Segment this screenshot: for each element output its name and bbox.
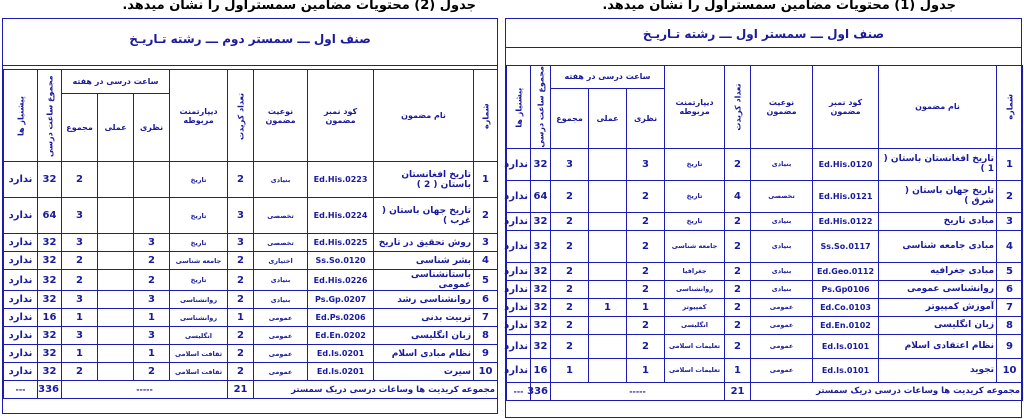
- table-2: [3, 69, 498, 399]
- footer-dash: -----: [551, 382, 725, 400]
- cell-theory: 1: [134, 345, 170, 363]
- table-row: [507, 230, 1023, 262]
- table-1-caption: جدول (1) محتویات مضامین سمستراول را نشان میدهد.: [602, 0, 956, 13]
- header-prereq: پیشنیاز ها: [4, 70, 38, 162]
- cell-credit: 2: [725, 316, 751, 334]
- header-total: مجموع: [62, 94, 98, 162]
- cell-prereq: ندارد: [4, 345, 38, 363]
- cell-no: 10: [997, 358, 1023, 382]
- cell-type: عمومی: [751, 334, 813, 358]
- cell-prereq: ندارد: [4, 309, 38, 327]
- cell-type: بنیادی: [751, 280, 813, 298]
- cell-dept: تاریخ: [170, 198, 228, 234]
- cell-code: Ps.Gp0106: [813, 280, 879, 298]
- cell-total: 3: [62, 327, 98, 345]
- cell-total: 2: [551, 280, 589, 298]
- cell-type: بنیادی: [751, 230, 813, 262]
- cell-type: عمومی: [254, 327, 308, 345]
- cell-practical: [589, 316, 627, 334]
- cell-theory: 1: [627, 298, 665, 316]
- cell-name: مبادی جامعه شناسی: [879, 230, 997, 262]
- cell-code: Ed.Is.0201: [308, 363, 374, 381]
- table-row: [507, 280, 1023, 298]
- cell-no: 6: [997, 280, 1023, 298]
- cell-type: بنیادی: [254, 270, 308, 291]
- cell-type: تخصصی: [751, 180, 813, 212]
- cell-theory: 2: [627, 280, 665, 298]
- cell-credit: 2: [725, 280, 751, 298]
- cell-name: مبادی جغرافیه: [879, 262, 997, 280]
- footer-prereq: ---: [4, 381, 38, 399]
- cell-no: 5: [997, 262, 1023, 280]
- cell-theory: [134, 198, 170, 234]
- cell-theory: 2: [627, 230, 665, 262]
- cell-total: 1: [62, 309, 98, 327]
- cell-total: 2: [62, 252, 98, 270]
- header-hours: ساعت درسی در هفته: [551, 66, 665, 89]
- table-1-grade-title: صنف اول ـــ سمستر اول ـــ رشته تـاریـخ: [506, 27, 1021, 48]
- cell-total: 3: [551, 148, 589, 180]
- cell-dept: کمپیوتر: [665, 298, 725, 316]
- table-footer-row: [4, 381, 498, 399]
- cell-dept: جامعه شناسی: [665, 230, 725, 262]
- cell-code: Ed.Co.0103: [813, 298, 879, 316]
- cell-no: 8: [474, 327, 498, 345]
- cell-total: 2: [62, 270, 98, 291]
- cell-code: Ps.Gp.0207: [308, 291, 374, 309]
- cell-course-total: 32: [38, 234, 62, 252]
- cell-prereq: ندارد: [507, 212, 531, 230]
- cell-name: آموزش کمپیوتر: [879, 298, 997, 316]
- cell-practical: [98, 345, 134, 363]
- cell-code: Ed.His.0121: [813, 180, 879, 212]
- cell-code: Ss.So.0120: [308, 252, 374, 270]
- header-course-total: مجموع ساعت درسی: [531, 66, 551, 149]
- cell-name: تاریخ افغانستان باستان ( 1 ): [879, 148, 997, 180]
- table-1: [506, 65, 1023, 401]
- cell-theory: 2: [627, 316, 665, 334]
- cell-total: 3: [62, 234, 98, 252]
- cell-no: 3: [474, 234, 498, 252]
- table-row: [4, 327, 498, 345]
- cell-code: Ed.His.0122: [813, 212, 879, 230]
- header-dept: دیپارتمنت مربوطه: [170, 70, 228, 162]
- table-row: [4, 309, 498, 327]
- cell-practical: [589, 280, 627, 298]
- cell-name: روش تحقیق در تاریخ: [374, 234, 474, 252]
- cell-course-total: 32: [531, 262, 551, 280]
- cell-credit: 2: [725, 212, 751, 230]
- table-row: [507, 180, 1023, 212]
- cell-theory: 2: [134, 363, 170, 381]
- cell-course-total: 32: [531, 212, 551, 230]
- cell-dept: ثقافت اسلامی: [170, 363, 228, 381]
- header-no: شماره: [474, 70, 498, 162]
- cell-type: بنیادی: [254, 162, 308, 198]
- cell-practical: [589, 148, 627, 180]
- cell-dept: تاریخ: [170, 234, 228, 252]
- cell-no: 2: [474, 198, 498, 234]
- cell-type: بنیادی: [751, 212, 813, 230]
- table-row: [4, 291, 498, 309]
- header-theory: نظری: [134, 94, 170, 162]
- cell-prereq: ندارد: [4, 363, 38, 381]
- cell-no: 8: [997, 316, 1023, 334]
- cell-dept: تاریخ: [665, 212, 725, 230]
- cell-type: عمومی: [751, 298, 813, 316]
- cell-practical: [98, 309, 134, 327]
- cell-credit: 1: [228, 309, 254, 327]
- header-theory: نظری: [627, 88, 665, 148]
- cell-prereq: ندارد: [507, 148, 531, 180]
- cell-prereq: ندارد: [4, 198, 38, 234]
- cell-prereq: ندارد: [507, 262, 531, 280]
- cell-code: Ed.Is.0101: [813, 358, 879, 382]
- cell-course-total: 32: [531, 280, 551, 298]
- cell-credit: 2: [725, 262, 751, 280]
- table-row: [507, 358, 1023, 382]
- cell-prereq: ندارد: [4, 252, 38, 270]
- cell-total: 2: [551, 180, 589, 212]
- table-1-panel: [505, 18, 1022, 418]
- cell-credit: 2: [725, 334, 751, 358]
- cell-course-total: 32: [38, 270, 62, 291]
- cell-total: 2: [551, 230, 589, 262]
- header-credit: تعداد کریدت: [725, 66, 751, 149]
- cell-credit: 2: [725, 230, 751, 262]
- cell-no: 7: [474, 309, 498, 327]
- cell-course-total: 32: [38, 345, 62, 363]
- cell-code: Ed.His.0226: [308, 270, 374, 291]
- cell-no: 9: [997, 334, 1023, 358]
- cell-type: تخصصی: [254, 234, 308, 252]
- cell-prereq: ندارد: [4, 327, 38, 345]
- cell-name: باستانشناسی عمومی: [374, 270, 474, 291]
- cell-credit: 2: [725, 148, 751, 180]
- table-2-caption: جدول (2) محتویات مضامین سمستراول را نشان میدهد.: [122, 0, 476, 13]
- cell-credit: 2: [228, 363, 254, 381]
- table-row: [4, 198, 498, 234]
- cell-practical: [589, 230, 627, 262]
- table-row: [507, 316, 1023, 334]
- table-row: [4, 252, 498, 270]
- cell-dept: جامعه شناسی: [170, 252, 228, 270]
- cell-theory: 1: [627, 358, 665, 382]
- cell-name: مبادی تاریخ: [879, 212, 997, 230]
- cell-credit: 2: [725, 298, 751, 316]
- cell-course-total: 64: [38, 198, 62, 234]
- cell-dept: تعلیمات اسلامی: [665, 358, 725, 382]
- cell-credit: 3: [228, 198, 254, 234]
- cell-prereq: ندارد: [507, 280, 531, 298]
- cell-course-total: 32: [531, 316, 551, 334]
- cell-credit: 1: [725, 358, 751, 382]
- cell-dept: روانشناسی: [170, 291, 228, 309]
- cell-name: تربیت بدنی: [374, 309, 474, 327]
- cell-total: 3: [62, 291, 98, 309]
- header-prereq: پیشنیاز ها: [507, 66, 531, 149]
- header-course-total: مجموع ساعت درسی: [38, 70, 62, 162]
- cell-total: 2: [62, 363, 98, 381]
- header-practical: عملی: [589, 88, 627, 148]
- cell-type: اختیاری: [254, 252, 308, 270]
- cell-total: 2: [551, 298, 589, 316]
- table-footer-row: [507, 382, 1023, 400]
- cell-code: Ed.En.0202: [308, 327, 374, 345]
- cell-type: تخصصی: [254, 198, 308, 234]
- header-total: مجموع: [551, 88, 589, 148]
- cell-name: سیرت: [374, 363, 474, 381]
- cell-total: 2: [62, 162, 98, 198]
- cell-theory: 1: [134, 309, 170, 327]
- cell-theory: 2: [134, 270, 170, 291]
- cell-practical: [98, 234, 134, 252]
- cell-total: 1: [62, 345, 98, 363]
- cell-dept: روانشناسی: [170, 309, 228, 327]
- cell-total: 2: [551, 334, 589, 358]
- cell-course-total: 32: [38, 252, 62, 270]
- cell-prereq: ندارد: [507, 358, 531, 382]
- cell-dept: تاریخ: [665, 148, 725, 180]
- cell-code: Ed.His.0120: [813, 148, 879, 180]
- cell-dept: تاریخ: [665, 180, 725, 212]
- cell-no: 10: [474, 363, 498, 381]
- cell-code: Ed.His.0225: [308, 234, 374, 252]
- table-row: [507, 148, 1023, 180]
- footer-prereq: ---: [507, 382, 531, 400]
- table-row: [507, 262, 1023, 280]
- cell-type: عمومی: [254, 345, 308, 363]
- cell-dept: جغرافیا: [665, 262, 725, 280]
- cell-theory: 2: [627, 212, 665, 230]
- cell-theory: 2: [627, 262, 665, 280]
- cell-course-total: 16: [531, 358, 551, 382]
- cell-code: Ed.Is.0101: [813, 334, 879, 358]
- cell-credit: 3: [228, 234, 254, 252]
- cell-prereq: ندارد: [4, 162, 38, 198]
- cell-name: نظام مبادی اسلام: [374, 345, 474, 363]
- cell-practical: [98, 252, 134, 270]
- cell-prereq: ندارد: [4, 291, 38, 309]
- footer-credits: 21: [228, 381, 254, 399]
- table-row: [4, 270, 498, 291]
- cell-name: روانشناسی عمومی: [879, 280, 997, 298]
- cell-total: 1: [551, 358, 589, 382]
- cell-practical: [589, 180, 627, 212]
- cell-theory: 3: [134, 291, 170, 309]
- cell-name: تجوید: [879, 358, 997, 382]
- cell-prereq: ندارد: [507, 334, 531, 358]
- cell-no: 3: [997, 212, 1023, 230]
- cell-no: 4: [997, 230, 1023, 262]
- cell-dept: تاریخ: [170, 270, 228, 291]
- header-credit: تعداد کریدت: [228, 70, 254, 162]
- cell-theory: 3: [134, 234, 170, 252]
- table-row: [507, 212, 1023, 230]
- cell-practical: [98, 327, 134, 345]
- table-row: [4, 363, 498, 381]
- cell-credit: 2: [228, 252, 254, 270]
- cell-practical: [98, 291, 134, 309]
- cell-type: عمومی: [751, 358, 813, 382]
- cell-theory: 3: [627, 148, 665, 180]
- table-row: [4, 162, 498, 198]
- cell-course-total: 32: [531, 148, 551, 180]
- footer-course-total: 336: [38, 381, 62, 399]
- footer-label: مجموعه کریدیت ها وساعات درسی دریک سمستر: [751, 382, 1023, 400]
- cell-theory: 2: [627, 334, 665, 358]
- cell-credit: 2: [228, 291, 254, 309]
- cell-total: 2: [551, 262, 589, 280]
- cell-course-total: 32: [38, 327, 62, 345]
- cell-type: بنیادی: [254, 291, 308, 309]
- footer-credits: 21: [725, 382, 751, 400]
- cell-name: تاریخ جهان باستان ( شرق ): [879, 180, 997, 212]
- header-code: کود نمبر مضمون: [813, 66, 879, 149]
- cell-practical: [589, 262, 627, 280]
- cell-theory: 2: [134, 252, 170, 270]
- cell-practical: [98, 270, 134, 291]
- cell-type: بنیادی: [751, 262, 813, 280]
- cell-no: 7: [997, 298, 1023, 316]
- cell-no: 1: [474, 162, 498, 198]
- cell-name: روانشناسی رشد: [374, 291, 474, 309]
- header-type: نوعیت مضمون: [751, 66, 813, 149]
- cell-name: تاریخ جهان باستان ( غرب ): [374, 198, 474, 234]
- cell-total: 2: [551, 212, 589, 230]
- table-row: [4, 345, 498, 363]
- cell-credit: 2: [228, 270, 254, 291]
- cell-name: زبان انگلیسی: [374, 327, 474, 345]
- cell-theory: 2: [627, 180, 665, 212]
- cell-course-total: 32: [531, 298, 551, 316]
- cell-theory: [134, 162, 170, 198]
- cell-code: Ss.So.0117: [813, 230, 879, 262]
- cell-practical: [98, 162, 134, 198]
- cell-type: بنیادی: [751, 148, 813, 180]
- header-name: نام مضمون: [374, 70, 474, 162]
- cell-dept: انگلیسی: [170, 327, 228, 345]
- table-row: [507, 298, 1023, 316]
- cell-total: 2: [551, 316, 589, 334]
- cell-practical: [98, 363, 134, 381]
- cell-practical: [589, 212, 627, 230]
- cell-course-total: 32: [38, 162, 62, 198]
- cell-dept: ثقافت اسلامی: [170, 345, 228, 363]
- cell-prereq: ندارد: [507, 298, 531, 316]
- cell-prereq: ندارد: [507, 230, 531, 262]
- cell-theory: 3: [134, 327, 170, 345]
- cell-name: زبان انگلیسی: [879, 316, 997, 334]
- cell-practical: 1: [589, 298, 627, 316]
- cell-code: Ed.Ps.0206: [308, 309, 374, 327]
- cell-name: نظام اعتقادی اسلام: [879, 334, 997, 358]
- cell-prereq: ندارد: [507, 180, 531, 212]
- cell-course-total: 32: [38, 291, 62, 309]
- cell-dept: تاریخ: [170, 162, 228, 198]
- footer-course-total: 336: [531, 382, 551, 400]
- header-practical: عملی: [98, 94, 134, 162]
- cell-course-total: 32: [38, 363, 62, 381]
- header-hours: ساعت درسی در هفته: [62, 70, 170, 94]
- cell-credit: 2: [228, 327, 254, 345]
- table-row: [507, 334, 1023, 358]
- cell-total: 3: [62, 198, 98, 234]
- cell-practical: [589, 334, 627, 358]
- cell-prereq: ندارد: [4, 270, 38, 291]
- header-name: نام مضمون: [879, 66, 997, 149]
- cell-practical: [98, 198, 134, 234]
- header-code: کود نمبر مضمون: [308, 70, 374, 162]
- cell-name: تاریخ افغانستان باستان ( 2 ): [374, 162, 474, 198]
- footer-label: مجموعه کریدیت ها وساعات درسی دریک سمستر: [254, 381, 498, 399]
- cell-no: 5: [474, 270, 498, 291]
- table-row: [4, 234, 498, 252]
- cell-no: 2: [997, 180, 1023, 212]
- header-dept: دیپارتمنت مربوطه: [665, 66, 725, 149]
- cell-code: Ed.Is.0201: [308, 345, 374, 363]
- cell-course-total: 32: [531, 230, 551, 262]
- cell-practical: [589, 358, 627, 382]
- cell-dept: انگلیسی: [665, 316, 725, 334]
- cell-dept: روانشناسی: [665, 280, 725, 298]
- cell-no: 4: [474, 252, 498, 270]
- cell-no: 6: [474, 291, 498, 309]
- cell-credit: 2: [228, 345, 254, 363]
- cell-type: عمومی: [254, 363, 308, 381]
- cell-course-total: 16: [38, 309, 62, 327]
- cell-type: عمومی: [751, 316, 813, 334]
- cell-name: بشر شناسی: [374, 252, 474, 270]
- cell-code: Ed.Geo.0112: [813, 262, 879, 280]
- cell-prereq: ندارد: [507, 316, 531, 334]
- table-2-panel: [2, 18, 498, 414]
- cell-no: 9: [474, 345, 498, 363]
- footer-dash: -----: [62, 381, 228, 399]
- cell-type: عمومی: [254, 309, 308, 327]
- cell-code: Ed.His.0224: [308, 198, 374, 234]
- header-type: نوعیت مضمون: [254, 70, 308, 162]
- cell-course-total: 32: [531, 334, 551, 358]
- table-2-grade-title: صنف اول ـــ سمستر دوم ـــ رشته تـاریـخ: [3, 19, 497, 66]
- cell-code: Ed.En.0102: [813, 316, 879, 334]
- cell-prereq: ندارد: [4, 234, 38, 252]
- cell-course-total: 64: [531, 180, 551, 212]
- cell-credit: 4: [725, 180, 751, 212]
- cell-code: Ed.His.0223: [308, 162, 374, 198]
- header-no: شماره: [997, 66, 1023, 149]
- cell-no: 1: [997, 148, 1023, 180]
- cell-credit: 2: [228, 162, 254, 198]
- cell-dept: تعلیمات اسلامی: [665, 334, 725, 358]
